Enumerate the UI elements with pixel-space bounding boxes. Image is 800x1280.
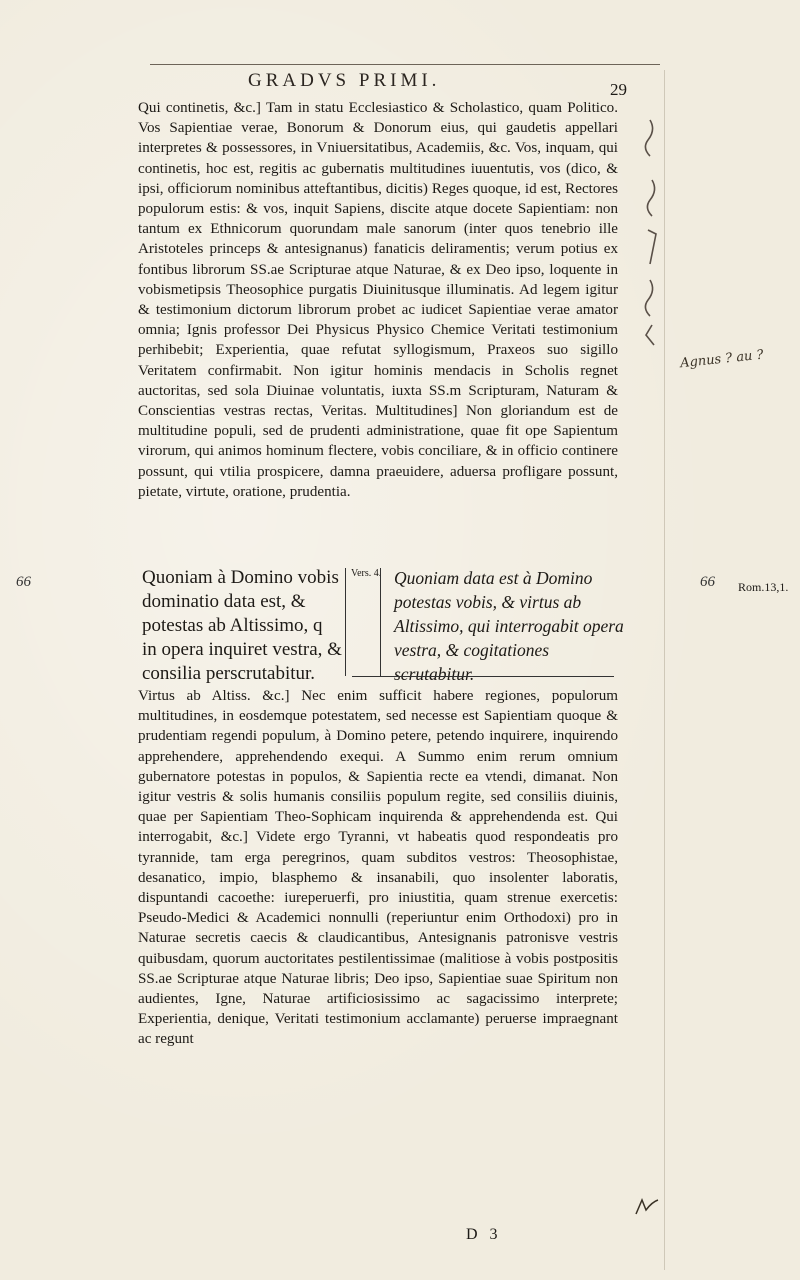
paragraph-1	[138, 98, 618, 502]
signature-mark: D 3	[466, 1226, 502, 1243]
verse-divider-2	[380, 568, 381, 676]
margin-number-right: 66	[700, 574, 715, 590]
handwritten-annotation: Agnus ? au ?	[679, 347, 765, 372]
verse-rule	[352, 676, 614, 677]
paragraph-2	[138, 686, 618, 1050]
verse-vulgate: Quoniam à Domino vobis dominatio data est, & potestas ab Altissimo, q in opera inquiret vestra, & consilia perscrutabitur.	[142, 567, 342, 684]
page-number: 29	[610, 80, 627, 99]
running-head: GRADVS PRIMI.	[248, 70, 441, 91]
paragraph-2-text: Virtus ab Altiss. &c.] Nec enim sufficit habere regiones, populorum multitudines, in eosdemque potestatem, sed necesse est Sapientiam quoque & prudentiam regendi populum, à Domino petere, petendo inquirere, inquirendo apprehendere, apprehendendo exequi. A Summo enim rerum omnium gubernatore potestas in populos, & Sapientia recte ea vtendi, dimanat. Non igitur vestris & solis humanis consiliis populum regite, sed consiliis diuinis, quae per Sapientiam Theo-Sophicam inquirenda & apprehendenda est. Qui interrogabit, &c.] Videte ergo Tyranni, vt habeatis quod respondeatis pro tyrannide, tam erga peregrinos, quam subditos vestros: Theosophistae, desanatico, impio, blasphemo & insanabili, quo insolenter laboratis, dispuntandi cacoethe: iureperuerfi, pro iniustitia, quam strenue exercetis: Pseudo-Medici & Academici nonnulli (reperiuntur enim Orthodoxi) pro in Naturae secretis caecis & claudicantibus, Antesignanis patronisve vestris quibusdam, quorum auctoritates pestilentissimae (malitiose à vobis postpositis SS.ae Scripturae atque Naturae libris; Deo ipso, Sapientiae suae Spiritum non audientes, Igne, Naturae artificiosissimo ac sagacissimo interprete; Experientia, denique, Veritati testimonium acclamante) peruerse impraegnant ac regunt	[138, 688, 618, 1048]
verse-divider-1	[345, 568, 346, 676]
margin-number-left: 66	[16, 574, 31, 590]
verse-reference: Vers. 4.	[351, 568, 382, 579]
bracket-scribbles-icon	[638, 110, 668, 370]
verse-translation: Quoniam data est à Domino potestas vobis, & virtus ab Altissimo, qui interrogabit opera vestra, & cogitationes scrutabitur.	[394, 568, 624, 684]
paragraph-1-text: Qui continetis, &c.] Tam in statu Ecclesiastico & Scholastico, quam Politico. Vos Sapientiae verae, Bonorum & Donorum eius, qui gaudetis appellari interpretes & possessores, in Vniuersitatibus, Academiis, &c. Vos, inquam, qui continetis, hoc est, regitis ac gubernatis multitudines iuuentutis, vos (dico, & ipsi, officiorum nominibus atteftantibus, dicitis) Reges quoque, id est, Rectores populorum estis: & vos, inquit Sapiens, discite atque docete Sapientiam: non tantum ex Ethnicorum quorundam male sanorum (inter quos tenebrio ille Aristoteles princeps & antesignanus) fanaticis deliramentis; verum potius ex fontibus librorum SS.ae Scripturae atque Naturae, & ex Deo ipso, loquente in vobismetipsis Theosophice purgatis Diuinitusque illuminatis. Ad legem igitur & testimonium dictorum librorum probet ac iudicet Sapientiae verae amator omnia; Ignis professor Dei Physicus Physico Chemice Veritati testimonium perhibebit; Experientia, quae refutat syllogismum, Praxeos suo sigillo Veritatem confirmabit. Non igitur hominis mendacis in Scholis regnet auctoritas, sed sola Diuinae voluntatis, iuxta SS.m Scripturam, Naturam & Conscientias vestras rectas, Veritas. Multitudines] Non gloriandum est de multitudine populi, sed de prudenti administratione, quae fit ope Sapientum virorum, qui animos hominum flectere, vobis conciliare, & in officio continere possunt, qui vtilia prospicere, damna praeuidere, aduersa profligare possunt, pietate, virtute, oratione, prudentia.	[138, 100, 618, 500]
side-reference: Rom.13,1.	[738, 580, 789, 594]
header-rule	[150, 64, 660, 65]
margin-scribble-icon	[632, 1190, 672, 1220]
verse-block	[130, 566, 630, 684]
